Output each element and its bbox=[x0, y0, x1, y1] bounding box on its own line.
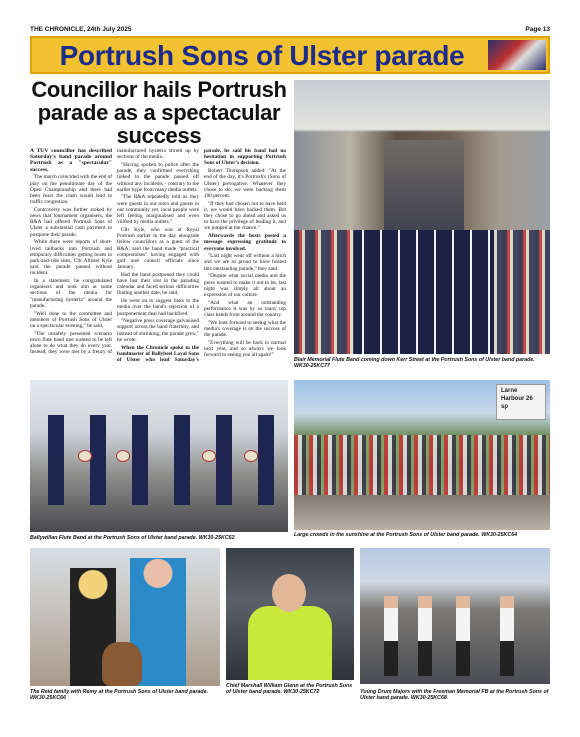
photo-caption-band: Ballywillan Flute Band at the Portrush Sons of Ulster band parade. WK30-25KC62 bbox=[30, 535, 235, 541]
article-paragraph: In a statement, he congratulated organisers and took aim at some sections of the media for "manufacturing hysteria" around the parade. bbox=[30, 278, 112, 309]
article-paragraph: "Having spoken to police after the parade, they confirmed everything linked to the parade passed off without any incidents - contrary to the earlier hype from many media outlets. bbox=[117, 161, 199, 193]
photo-reid-family bbox=[30, 548, 220, 686]
article-paragraph: "The unsafely presented scenario town flute band met wanted to be left alone to do what they do every year. Instead, they were met by a frenzy of manufactured hysteria stirred up by sections of the media. bbox=[30, 148, 199, 356]
article-paragraph: "Everything will be back to normal next year, and so always we look forward to seeing you all again!" bbox=[204, 339, 286, 359]
road-sign: Larne Harbour 26 sp bbox=[496, 384, 546, 420]
paper-name-date: THE CHRONICLE, 24th July 2025 bbox=[30, 26, 132, 33]
page-number: Page 13 bbox=[525, 26, 550, 33]
article-paragraph: "Negative press coverage galvanised support across the band fraternity, and instead of shrinking, the parade grew," he wrote. bbox=[117, 318, 199, 343]
section-banner bbox=[30, 36, 550, 74]
photo-caption-marshall: Chief Marshall William Glenn at the Portrush Sons of Ulster band parade. WK30-25KC72 bbox=[226, 683, 353, 696]
article-paragraph: While there were reports of short-lived tailbacks into Portrush and temporary difficulties getting buses to park-and-ride sites, Cllr Allister Kyle said the parade passed without incident. bbox=[30, 239, 112, 277]
article-paragraph: A TUV councillor has described Saturday's band parade around Portrush as a "spectacular" success. bbox=[30, 148, 112, 173]
banner-title: Portrush Sons of Ulster parade bbox=[59, 40, 465, 71]
article-paragraph: "Last night went off without a hitch and we are so proud to have hosted this outstanding parade," they said. bbox=[204, 253, 286, 272]
photo-ballywillan-band bbox=[30, 380, 288, 532]
article-paragraph: "The R&A repeatedly told us they were guests in our town and guests in our community yet, local people were left feeling marginalised and even vilified by media outlets." bbox=[117, 194, 199, 226]
article-paragraph: Afterwards the hosts posted a message expressing gratitude to everyone involved. bbox=[204, 233, 286, 252]
article-paragraph: Had the band postponed they could have lost their slot in the parading calendar and faced serious difficulties finding another date, he said. bbox=[117, 271, 199, 297]
article-paragraph: "If they had chosen not to have held it, we would have backed them. But they chose to go ahead and asked us to have the privilege of leading it, and we jumped at the chance." bbox=[204, 200, 286, 232]
photo-large-crowds bbox=[294, 380, 550, 530]
photo-caption-crowd: Large crowds in the sunshine at the Portrush Sons of Ulster band parade. WK30-25KC64 bbox=[294, 532, 518, 538]
photo-caption-family: The Reid family with Remy at the Portrush Sons of Ulster band parade. WK30-25KC66 bbox=[30, 689, 209, 702]
article-paragraph: The march coincided with the end of play on the penultimate day of the Open Championship and there had been fears the clash would lead to traffic congestion. bbox=[30, 174, 112, 206]
article-paragraph: When the Chronicle spoke to the bandmaster of Ballybeel Loyal Sons of Ulster who lead Saturday's parade, he said his band had no hesitation in supporting Portrush Sons of Ulster's decision. bbox=[117, 148, 286, 363]
article-paragraph: Robert Thompson added: "At the end of the day, it's Portrush's (Sons of Ulster) prerogative. Whatever they chose to do, we were backing them 100 percent. bbox=[204, 168, 286, 199]
article-body bbox=[30, 148, 286, 370]
article-paragraph: "Well done to the committee and members of Portrush Sons of Ulster on a spectacular evening," he said. bbox=[30, 310, 112, 329]
article-paragraph: Cllr Kyle, who was at Royal Portrush earlier in the day alongside fellow councillors as a guest of the R&A, said the band made "practical compromises" having engaged with golf and council officials since January. bbox=[117, 226, 199, 271]
article-paragraph: "And what an outstanding performance it was by so many top class bands from around the country. bbox=[204, 299, 286, 319]
photo-flute-band-kerr-street bbox=[294, 80, 550, 354]
masthead bbox=[30, 24, 550, 36]
headline: Councillor hails Portrush parade as a spectacular success bbox=[31, 77, 287, 148]
photo-caption-main: Blair Memorial Flute Band coming down Kerr Street at the Portrush Sons of Ulster band parade. WK30-25KC77 bbox=[294, 357, 535, 370]
article-paragraph: He went on to suggest links to the media over the band's rejection of a postponement deal had backfired. bbox=[117, 298, 199, 317]
photo-young-drum-majors bbox=[360, 548, 550, 684]
banner-photo bbox=[488, 40, 546, 70]
article-paragraph: "Despite what social media and the press wanted to make it out to be, last night was simply all about an expression of our culture. bbox=[204, 273, 286, 298]
photo-chief-marshall bbox=[226, 548, 354, 680]
article-paragraph: Controversy was further stoked by news that tournament organisers, the R&A had offered Portrush Sons of Ulster a substantial cash payment to postpone their parade. bbox=[30, 206, 112, 238]
photo-caption-drum: Young Drum Majors with the Freeman Memorial FB at the Portrush Sons of Ulster band parade. WK30-25KC68 bbox=[360, 689, 549, 702]
article-paragraph: "We look forward to seeing what the media's coverage is on the success of the parade. bbox=[204, 319, 286, 339]
